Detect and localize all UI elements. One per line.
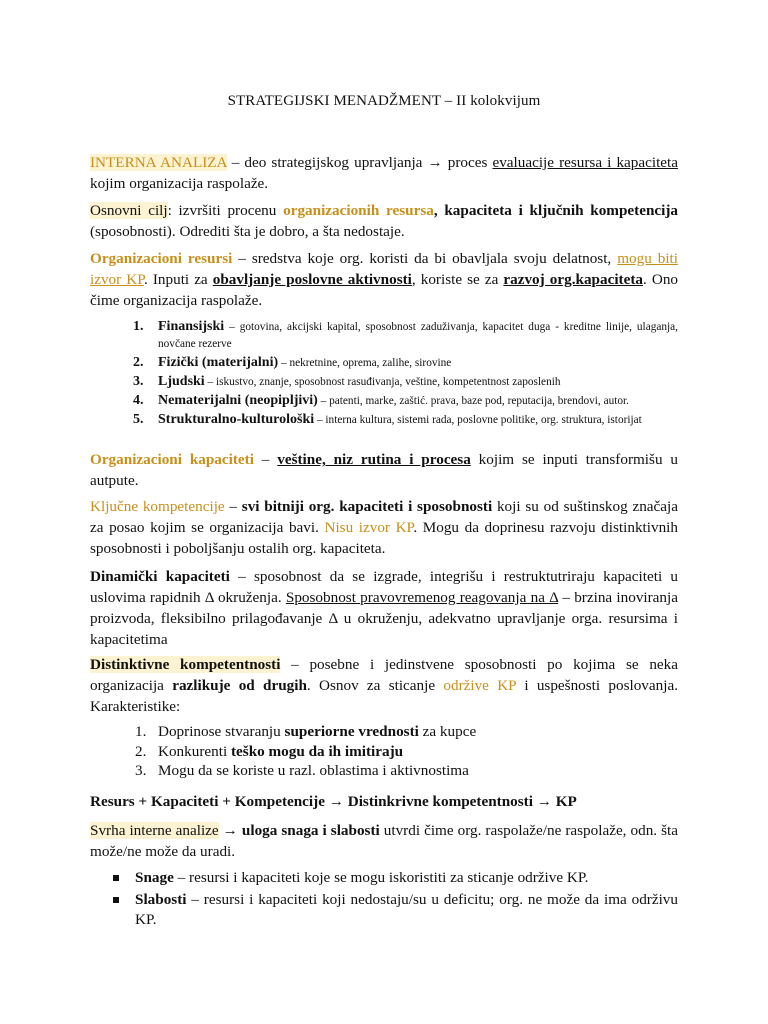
square-bullet-icon (113, 897, 119, 903)
list-number: 2. (133, 355, 144, 370)
underlined-gold-phrase: mogu biti izvor KP (90, 250, 678, 288)
text-run: Doprinose stvaranju (158, 723, 285, 740)
characteristics-list (135, 722, 678, 781)
text-run: : izvršiti procenu (167, 202, 284, 219)
term-svrha-interne-analize: Svrha interne analize (90, 822, 219, 839)
text-run: Mogu da se koriste u razl. oblastima i aktivnostima (158, 762, 469, 779)
list-number: 5. (133, 412, 144, 427)
list-item-text: – interna kultura, sistemi rada, poslovne politike, org. struktura, istorijat (314, 414, 642, 426)
list-item-text: – gotovina, akcijski kapital, sposobnost zaduživanja, kapacitet duga - kreditne linije, ulaganja, novčane rezerve (158, 321, 678, 350)
text-run: koji su od suštinskog značaja za posao kojim se organizacija bavi. (90, 498, 678, 536)
term-organizacioni-kapaciteti: Organizacioni kapaciteti (90, 451, 254, 468)
paragraph-kljucne-kompetencije (90, 496, 678, 559)
list-number: 4. (133, 393, 144, 408)
list-item-text: – resursi i kapaciteti koji nedostaju/su u deficitu; org. ne može da ima održivu KP. (135, 891, 678, 928)
arrow: → (218, 822, 242, 839)
bold-phrase: teško mogu da ih imitiraju (230, 742, 404, 760)
formula-line: Resurs + Kapaciteti + Kompetencije → Distinkrivne kompetentnosti → KP (90, 793, 577, 810)
list-item-head: Finansijski (158, 319, 225, 334)
underlined-phrase: evaluacije resursa i kapaciteta (492, 154, 678, 171)
paragraph-organizacioni-kapaciteti (90, 449, 678, 491)
gold-phrase: održive KP (443, 677, 517, 694)
text-run: – (253, 451, 278, 468)
text-run: kojim se inputi transformišu u autpute. (90, 451, 678, 489)
list-item-head: Slabosti (135, 891, 187, 908)
bold-phrase: uloga snaga i slabosti (241, 822, 380, 839)
list-item-text: – resursi i kapaciteti koje se mogu iskoristiti za sticanje održive KP. (173, 869, 589, 886)
list-item-head: Ljudski (158, 374, 205, 389)
term-organizacioni-resursi: Organizacioni resursi (90, 250, 233, 267)
list-number: 3. (133, 374, 144, 389)
list-item (135, 722, 678, 742)
text-run: kojim organizacija raspolaže. (90, 175, 269, 192)
list-number: 3. (135, 762, 147, 779)
text-run: – sredstva koje org. koristi da bi obavljala svoju delatnost, (232, 250, 618, 267)
list-item (135, 761, 678, 781)
text-run: za kupce (418, 723, 477, 740)
bold-phrase: superiorne vrednosti (284, 723, 419, 740)
paragraph-organizacioni-resursi (90, 248, 678, 311)
text-run: i uspešnosti poslovanja. Karakteristike: (90, 677, 678, 715)
list-item (135, 742, 678, 762)
term-organizacionih-resursa: organizacionih resursa (283, 202, 434, 219)
bold-underlined-phrase: razvoj org.kapaciteta (503, 271, 643, 288)
underlined-phrase: Sposobnost pravovremenog reagovanja na Δ (285, 589, 559, 606)
list-item (113, 868, 678, 888)
text-run: (sposobnosti). Odrediti šta je dobro, a šta nedostaje. (90, 223, 405, 240)
square-bullet-icon (113, 875, 119, 881)
bold-phrase: , kapaciteta i ključnih kompetencija (433, 202, 679, 219)
paragraph-osnovni-cilj (90, 200, 678, 242)
bold-underlined-phrase: obavljanje poslovne aktivnosti (212, 271, 412, 288)
term-dinamicki-kapaciteti: Dinamički kapaciteti (90, 568, 230, 585)
text-run: – posebne i jedinstvene sposobnosti po kojima se neka organizacija (90, 656, 678, 694)
list-item-head: Snage (135, 869, 174, 886)
text-run: – sposobnost da se izgrade, integrišu i restruktutriraju kapaciteti u uslovima rapidnih Δ okruženja. (90, 568, 678, 606)
list-item (133, 318, 678, 353)
strengths-weaknesses-list (113, 868, 678, 932)
list-item-text: – nekretnine, oprema, zalihe, sirovine (278, 357, 452, 369)
bold-underlined-phrase: veštine, niz rutina i procesa (277, 451, 471, 468)
term-osnovni-cilj: Osnovni cilj (90, 202, 168, 219)
bold-phrase: svi bitniji org. kapaciteti i sposobnosti (241, 498, 493, 515)
list-item-head: Fizički (materijalni) (158, 355, 279, 370)
list-item-text: – patenti, marke, zaštić. prava, baze pod, reputacija, brendovi, autor. (317, 395, 629, 407)
list-item (133, 392, 678, 410)
resource-types-list (133, 318, 678, 430)
list-item-text: – iskustvo, znanje, sposobnost rasuđivanja, veštine, kompetentnost zaposlenih (204, 376, 561, 388)
document-title: STRATEGIJSKI MENADŽMENT – II kolokvijum (227, 93, 541, 109)
list-number: 1. (133, 319, 144, 334)
list-item-head: Strukturalno-kulturološki (158, 412, 315, 427)
list-item (133, 373, 678, 391)
list-item-head: Nematerijalni (neopipljivi) (158, 393, 318, 408)
list-item (133, 411, 678, 429)
list-number: 2. (135, 742, 147, 760)
paragraph-interna-analiza (90, 152, 678, 194)
list-item (133, 354, 678, 372)
text-run: – (224, 498, 242, 515)
term-interna-analiza: INTERNA ANALIZA (90, 154, 227, 171)
text-run: . Ono čime organizacija raspolaže. (90, 271, 679, 309)
term-distinktivne-kompetentnosti: Distinktivne kompetentnosti (90, 656, 281, 673)
paragraph-dinamicki-kapaciteti (90, 566, 678, 650)
paragraph-svrha-interne-analize (90, 820, 678, 862)
text-run: – brzina inoviranja proizvoda, fleksibilno prilagođavanje Δ u okruženju, adekvatno upravljanje orga. resursima i kapacitetima (90, 589, 678, 648)
text-run: utvrdi čime org. raspolaže/ne raspolaže, odn. šta može/ne može da uradi. (90, 822, 678, 860)
text-run: . Mogu da doprinesu razvoju distinktivnih sposobnosti i poboljšanju ostalih org. kapaciteta. (90, 519, 678, 557)
term-kljucne-kompetencije: Ključne kompetencije (90, 498, 225, 515)
text-run: – deo strategijskog upravljanja → proces (226, 154, 493, 171)
text-run: , koriste se za (411, 271, 504, 288)
text-run: . Inputi za (144, 271, 213, 288)
gold-phrase: Nisu izvor KP (324, 519, 414, 536)
text-run: . Osnov za sticanje (306, 677, 444, 694)
bold-phrase: razlikuje od drugih (172, 677, 307, 694)
list-item (113, 890, 678, 930)
text-run: Konkurenti (158, 742, 231, 760)
list-number: 1. (135, 723, 147, 740)
paragraph-distinktivne-kompetentnosti (90, 654, 678, 717)
